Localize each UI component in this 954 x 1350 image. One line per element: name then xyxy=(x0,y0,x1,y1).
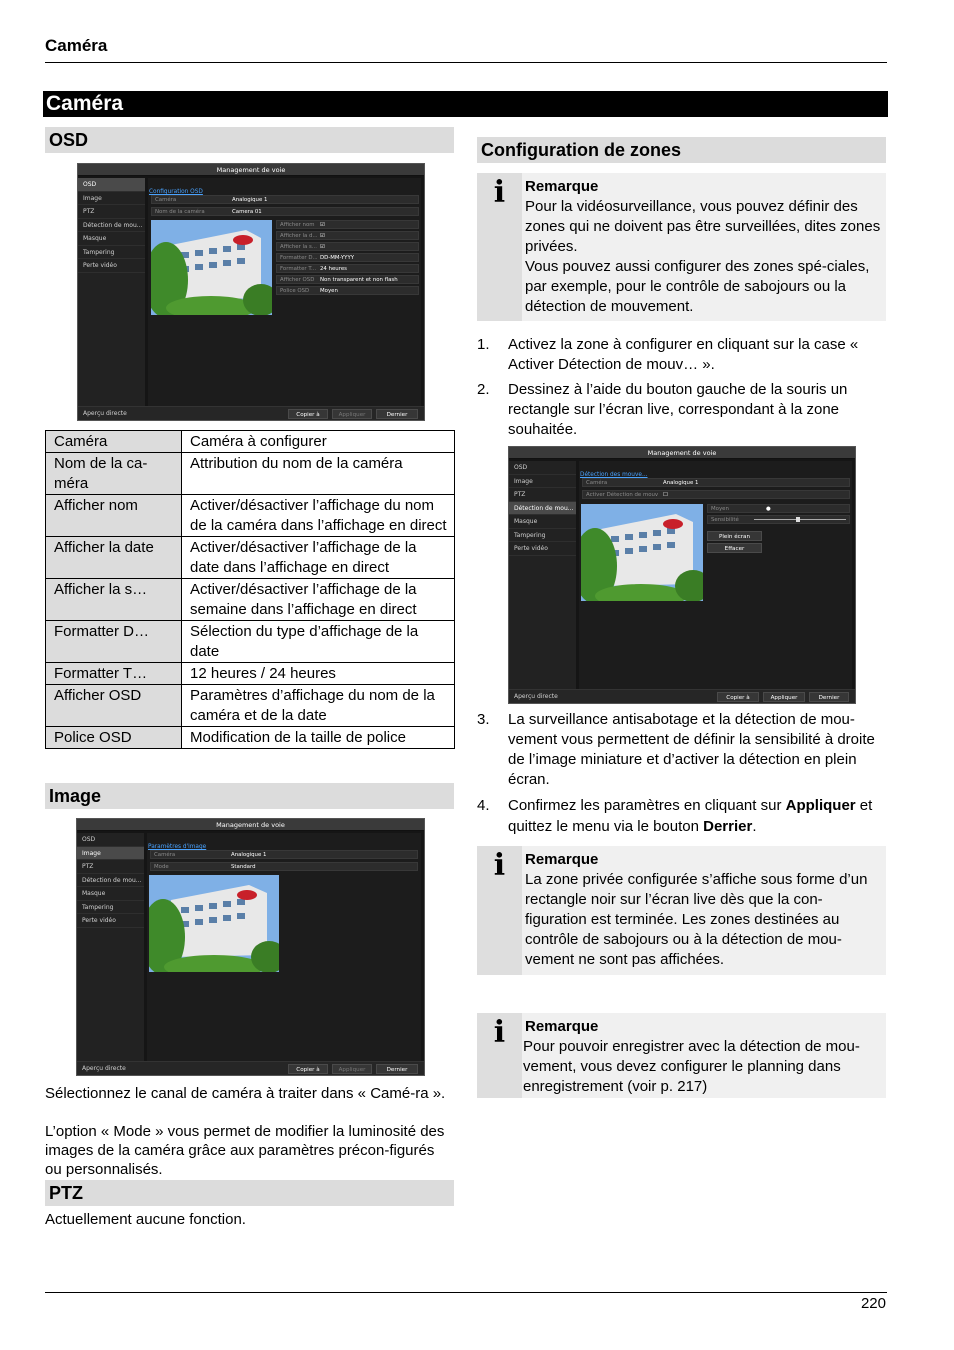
show-week-toggle[interactable] xyxy=(276,242,419,251)
table-row xyxy=(46,663,455,685)
page-number: 220 xyxy=(860,1295,886,1312)
menu-item-tampering[interactable]: Tampering xyxy=(77,901,144,915)
note-box xyxy=(477,846,886,975)
osd-heading: OSD xyxy=(45,127,454,153)
table-row xyxy=(46,579,455,621)
note-body: Pour la vidéosurveillance, vous pouvez définir des zones qui ne doivent pas être surveillées, dites zones privées. Vous pouvez aussi configurer des zones spé-ciales, par exemple, pour le contrôle de sabojours ou la détection de mouvement. xyxy=(525,198,881,315)
menu-item-osd[interactable]: OSD xyxy=(77,833,144,847)
param-value: Paramètres d’affichage du nom de la caméra et de la date xyxy=(182,685,455,727)
note-box xyxy=(477,1013,886,1098)
image-paragraph-2: L’option « Mode » vous permet de modifier la luminosité des images de la caméra grâce aux paramètres précon-figurés ou personnalisés. xyxy=(45,1123,445,1178)
table-row xyxy=(46,537,455,579)
camera-name-value: Camera 01 xyxy=(232,209,262,215)
osd-screenshot xyxy=(77,163,425,421)
note-box xyxy=(477,173,886,321)
param-key: Afficher OSD xyxy=(46,685,182,727)
show-week-label: Afficher la s... xyxy=(280,244,317,250)
bottom-bar xyxy=(78,406,424,420)
mode-select[interactable] xyxy=(150,862,418,871)
note-title: Remarque xyxy=(525,851,599,868)
apply-button[interactable]: Appliquer xyxy=(332,1064,372,1074)
live-view-link[interactable]: Aperçu directe xyxy=(82,1065,126,1072)
param-value: Attribution du nom de la caméra xyxy=(182,453,455,495)
param-value: Sélection du type d’affichage de la date xyxy=(182,621,455,663)
menu-item-ptz[interactable]: PTZ xyxy=(509,488,576,502)
param-value: Activer/désactiver l’affichage de la semaine dans l’affichage en direct xyxy=(182,579,455,621)
list-item xyxy=(477,795,887,837)
step-text: Dessinez à l’aide du bouton gauche de la souris un rectangle sur l’écran live, correspondant à la zone souhaitée. xyxy=(508,381,848,438)
menu-item-tampering[interactable]: Tampering xyxy=(509,529,576,543)
camera-value: Analogique 1 xyxy=(663,480,699,486)
note-text xyxy=(525,177,882,317)
menu-item-image[interactable]: Image xyxy=(509,475,576,489)
show-date-toggle[interactable] xyxy=(276,231,419,240)
time-format-label: Formatter T... xyxy=(280,266,317,272)
param-value: Caméra à configurer xyxy=(182,431,455,453)
copy-button[interactable]: Copier à xyxy=(288,409,328,419)
menu-item-video-loss[interactable]: Perte vidéo xyxy=(509,542,576,556)
step-number: 4. xyxy=(477,797,490,814)
mode-label: Mode xyxy=(154,864,169,870)
mode-value: Standard xyxy=(231,864,256,870)
menu-sidebar xyxy=(77,833,144,1075)
osd-display-label: Afficher OSD xyxy=(280,277,315,283)
last-button[interactable]: Dernier xyxy=(376,1064,418,1074)
note-title: Remarque xyxy=(525,1018,599,1035)
list-item xyxy=(477,380,887,440)
derrier-keyword: Derrier xyxy=(703,818,753,835)
show-name-check: ☑ xyxy=(320,222,325,228)
menu-item-tampering[interactable]: Tampering xyxy=(78,246,145,260)
time-format-value: 24 heures xyxy=(320,266,347,272)
menu-item-mask[interactable]: Masque xyxy=(509,515,576,529)
step-text-post: . xyxy=(752,818,757,835)
param-value: Modification de la taille de police xyxy=(182,727,455,749)
param-key: Afficher la s… xyxy=(46,579,182,621)
camera-label: Caméra xyxy=(586,480,608,486)
show-name-label: Afficher nom xyxy=(280,222,315,228)
step-number: 2. xyxy=(477,381,490,398)
fullscreen-button[interactable]: Plein écran xyxy=(707,531,762,541)
copy-button[interactable]: Copier à xyxy=(717,692,759,702)
camera-value: Analogique 1 xyxy=(232,197,268,203)
show-week-check: ☑ xyxy=(320,244,325,250)
date-format-value: DD-MM-YYYY xyxy=(320,255,355,261)
zones-heading: Configuration de zones xyxy=(477,137,886,163)
menu-item-video-loss[interactable]: Perte vidéo xyxy=(77,914,144,928)
window-title: Management de voie xyxy=(509,447,855,459)
time-format-select[interactable] xyxy=(276,264,419,273)
menu-item-image[interactable]: Image xyxy=(77,847,144,861)
motion-screenshot xyxy=(508,446,856,704)
footer-rule xyxy=(45,1292,887,1293)
info-icon: i xyxy=(477,1013,522,1098)
preset-label: Moyen xyxy=(711,506,729,512)
menu-item-motion[interactable]: Détection de mou... xyxy=(509,502,576,516)
camera-value: Analogique 1 xyxy=(231,852,267,858)
list-item xyxy=(477,710,887,790)
bottom-bar xyxy=(77,1061,424,1075)
osd-font-label: Police OSD xyxy=(280,288,310,294)
camera-preview-image[interactable] xyxy=(581,504,703,601)
step-text-pre: Confirmez les paramètres en cliquant sur xyxy=(508,797,786,814)
menu-sidebar xyxy=(509,461,576,703)
menu-item-motion[interactable]: Détection de mou... xyxy=(77,874,144,888)
section-link[interactable]: Paramètres d'image xyxy=(148,844,207,850)
menu-item-mask[interactable]: Masque xyxy=(78,232,145,246)
osd-display-value: Non transparent et non flash xyxy=(320,277,398,283)
info-icon: i xyxy=(477,846,522,975)
section-link[interactable]: Configuration OSD xyxy=(149,189,203,195)
step-text: La surveillance antisabotage et la détection de mou-vement vous permettent de définir la sensibilité à droite de l’image miniature et d’activer la détection en plein écran. xyxy=(508,711,875,788)
table-row xyxy=(46,621,455,663)
menu-item-osd[interactable]: OSD xyxy=(509,461,576,475)
menu-item-image[interactable]: Image xyxy=(78,192,145,206)
camera-name-label: Nom de la caméra xyxy=(155,209,205,215)
note-body: Pour pouvoir enregistrer avec la détection de mou-vement, vous devez configurer le planning dans enregistrement (voir p. 217) xyxy=(523,1038,860,1095)
content-panel xyxy=(148,178,421,406)
show-date-check: ☑ xyxy=(320,233,325,239)
param-key: Police OSD xyxy=(46,727,182,749)
menu-item-motion[interactable]: Détection de mou... xyxy=(78,219,145,233)
table-row xyxy=(46,727,455,749)
running-header-title: Caméra xyxy=(45,36,108,55)
window-title: Management de voie xyxy=(77,819,424,831)
apply-button[interactable]: Appliquer xyxy=(332,409,372,419)
param-key: Nom de la ca- méra xyxy=(46,453,182,495)
note-body: La zone privée configurée s’affiche sous forme d’un rectangle noir sur l’écran live dès que la con-figuration est terminée. Les zones destinées au contrôle de sabojours ou à la détection de mou-vement ne sont pas affichées. xyxy=(525,871,868,968)
param-key: Caméra xyxy=(46,431,182,453)
apply-button[interactable]: Appliquer xyxy=(763,692,805,702)
camera-select[interactable] xyxy=(150,850,418,859)
step-text-mid: et quittez le menu via le bouton xyxy=(508,797,873,835)
camera-label: Caméra xyxy=(154,852,176,858)
menu-item-ptz[interactable]: PTZ xyxy=(77,860,144,874)
enable-motion-toggle[interactable] xyxy=(582,490,850,499)
camera-select[interactable] xyxy=(151,195,419,204)
param-key: Afficher la date xyxy=(46,537,182,579)
note-text xyxy=(523,1017,882,1097)
param-key: Afficher nom xyxy=(46,495,182,537)
note-text xyxy=(525,850,882,970)
slider-handle[interactable] xyxy=(796,517,800,522)
camera-preview-image xyxy=(149,875,279,972)
apply-keyword: Appliquer xyxy=(785,797,856,814)
camera-label: Caméra xyxy=(155,197,177,203)
table-row xyxy=(46,495,455,537)
param-key: Formatter T… xyxy=(46,663,182,685)
last-button[interactable]: Dernier xyxy=(809,692,849,702)
content-panel xyxy=(579,461,852,689)
camera-preview-image xyxy=(151,220,272,315)
param-value: Activer/désactiver l’affichage du nom de la caméra dans l’affichage en direct xyxy=(182,495,455,537)
osd-parameter-table xyxy=(45,430,455,749)
step-number: 3. xyxy=(477,711,490,728)
menu-item-ptz[interactable]: PTZ xyxy=(78,205,145,219)
sensitivity-slider[interactable] xyxy=(707,515,850,524)
image-paragraph-1: Sélectionnez le canal de caméra à traiter dans « Camé-ra ». xyxy=(45,1085,446,1102)
clear-button[interactable]: Effacer xyxy=(707,543,762,553)
table-row xyxy=(46,453,455,495)
camera-name-field[interactable] xyxy=(151,207,419,216)
table-row xyxy=(46,431,455,453)
image-screenshot xyxy=(76,818,425,1076)
param-value: Activer/désactiver l’affichage de la date dans l’affichage en direct xyxy=(182,537,455,579)
table-row xyxy=(46,685,455,727)
camera-select[interactable] xyxy=(582,478,850,487)
bottom-bar xyxy=(509,689,855,703)
sensitivity-preset[interactable] xyxy=(707,504,850,513)
date-format-select[interactable] xyxy=(276,253,419,262)
param-value: 12 heures / 24 heures xyxy=(182,663,455,685)
list-item xyxy=(477,335,887,375)
live-view-link[interactable]: Aperçu directe xyxy=(83,410,127,417)
section-link[interactable]: Détection des mouve... xyxy=(580,472,648,478)
osd-font-select[interactable] xyxy=(276,286,419,295)
date-format-label: Formatter D... xyxy=(280,255,318,261)
window-title: Management de voie xyxy=(78,164,424,176)
sensitivity-label: Sensibilité xyxy=(711,517,739,523)
menu-item-mask[interactable]: Masque xyxy=(77,887,144,901)
show-name-toggle[interactable] xyxy=(276,220,419,229)
osd-display-select[interactable] xyxy=(276,275,419,284)
live-view-link[interactable]: Aperçu directe xyxy=(514,693,558,700)
image-heading: Image xyxy=(45,783,454,809)
content-panel xyxy=(147,833,421,1061)
enable-motion-label: Activer Détection de mouv xyxy=(586,492,659,498)
step-number: 1. xyxy=(477,336,490,353)
info-icon: i xyxy=(477,173,522,321)
menu-item-video-loss[interactable]: Perte vidéo xyxy=(78,259,145,273)
ptz-heading: PTZ xyxy=(45,1180,454,1206)
chapter-title: Caméra xyxy=(43,91,888,117)
last-button[interactable]: Dernier xyxy=(376,409,418,419)
preset-radio: ● xyxy=(766,506,771,512)
step-text: Activez la zone à configurer en cliquant sur la case « Activer Détection de mouv… ». xyxy=(508,336,859,373)
steps-list-a xyxy=(477,335,887,445)
copy-button[interactable]: Copier à xyxy=(288,1064,328,1074)
steps-list-b xyxy=(477,710,887,842)
enable-motion-check: ☐ xyxy=(663,492,668,498)
show-date-label: Afficher la d... xyxy=(280,233,318,239)
osd-font-value: Moyen xyxy=(320,288,338,294)
ptz-text: Actuellement aucune fonction. xyxy=(45,1211,246,1228)
header-rule xyxy=(45,62,887,63)
menu-item-osd[interactable]: OSD xyxy=(78,178,145,192)
note-title: Remarque xyxy=(525,178,599,195)
slider-track xyxy=(754,519,846,520)
param-key: Formatter D… xyxy=(46,621,182,663)
menu-sidebar xyxy=(78,178,145,420)
